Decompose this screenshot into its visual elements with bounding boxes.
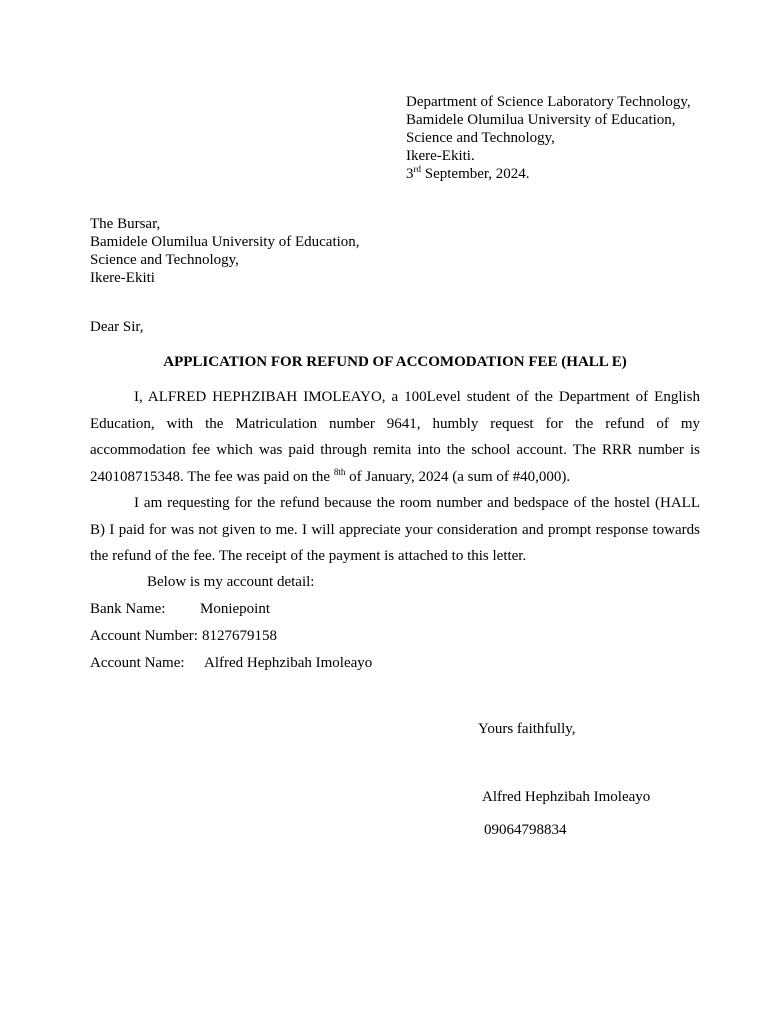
paragraph-1-text: I, ALFRED HEPHZIBAH IMOLEAYO, a 100Level student of the Department of English Education, with the Matriculation number 9641, humbly request for the refund of my accommodation fee which was paid through remita into the school account. The RRR number is 240108715348. The fee was paid on the [90, 389, 700, 485]
recipient-address [90, 215, 360, 287]
account-name-label: Account Name: [90, 655, 185, 671]
signature-phone: 09064798834 [484, 822, 567, 838]
account-number-value: 8127679158 [202, 628, 277, 644]
body-paragraph-1 [90, 384, 700, 490]
signature-name: Alfred Hephzibah Imoleayo [482, 789, 651, 805]
paragraph-1-text-end: of January, 2024 (a sum of #40,000). [345, 468, 571, 485]
letter-body [90, 384, 700, 570]
bank-name-value: Moniepoint [200, 601, 270, 617]
sender-address-line: Department of Science Laboratory Technology, [406, 94, 691, 110]
recipient-address-line: The Bursar, [90, 216, 161, 232]
sender-address-line: Bamidele Olumilua University of Education, [406, 112, 676, 128]
body-paragraph-2: I am requesting for the refund because the room number and bedspace of the hostel (HALL B) I paid for was not given to me. I will appreciate your consideration and prompt response towards the refund of the fee. The receipt of the payment is attached to this letter. [90, 495, 700, 564]
date-suffix: rd [413, 164, 421, 174]
recipient-address-line: Ikere-Ekiti [90, 270, 155, 286]
account-number-row [90, 628, 277, 645]
letter-subject: APPLICATION FOR REFUND OF ACCOMODATION FEE (HALL E) [163, 354, 627, 370]
bank-name-label: Bank Name: [90, 601, 166, 617]
letter-date [406, 165, 691, 183]
date-ordinal: 8th [333, 466, 346, 477]
sender-address-line: Ikere-Ekiti. [406, 148, 475, 164]
date-rest: September, 2024. [421, 166, 530, 182]
date-day: 3 [406, 166, 414, 182]
recipient-address-line: Bamidele Olumilua University of Education, [90, 234, 360, 250]
account-name-value: Alfred Hephzibah Imoleayo [204, 655, 373, 671]
account-bank-row [90, 601, 270, 618]
salutation: Dear Sir, [90, 319, 144, 335]
account-number-label: Account Number: [90, 628, 198, 644]
closing: Yours faithfully, [478, 721, 576, 737]
recipient-address-line: Science and Technology, [90, 252, 239, 268]
sender-address [406, 93, 691, 183]
sender-address-line: Science and Technology, [406, 130, 555, 146]
account-name-row [90, 655, 373, 672]
account-intro: Below is my account detail: [147, 574, 315, 590]
